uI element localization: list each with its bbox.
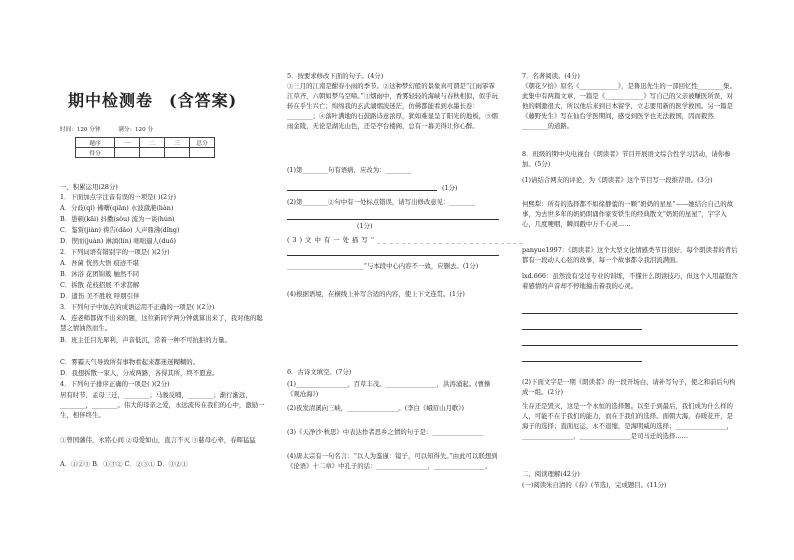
comment-1: 何熙犁：所有的选择都不如徐静蕾的一颗“奶奶的星星”——她结合自己的故事，为去世多年的奶奶朗诵作家安铁生的经典散文“奶奶的星星”，宇字入心，几度哽咽，瞬间戳中万千心灵…… (522, 200, 734, 228)
full-score: 满分：120 分 (118, 127, 154, 133)
exam-title-text: 期中检测卷 (68, 91, 154, 110)
option-line: C．雾霾天气导致所有事物看起来都迷迷糊糊的。 (60, 358, 200, 366)
poem-blank-3: (3)《天净沙·秋思》中表达作者思乡之情的句子是：________________ (287, 428, 484, 436)
question-5-part-3-cont: ________________________”与本段中心内容不一致，应删去。(1分) (287, 262, 479, 270)
score-table-row (76, 148, 215, 158)
option-line: D．我想拆散一家人，分成两路，各得其所，终不愿意。 (60, 369, 219, 377)
score-cell (115, 148, 140, 158)
poem-blank-1: (1)________________，百草丰茂。________________，洪涛涌起。(曹操《观沧海》) (287, 380, 491, 398)
answer-line[interactable] (522, 320, 642, 330)
poem-blank-4: (4)唐太宗有一句名言：“以人为鉴谨：镜子，可以知得失。”由此可以联想到《论语》十二章》中孔子的话：________________，________________。 (287, 452, 498, 470)
option-line: A．连老师都做不出来的题，这位新同学两分钟就算出来了，我对他的聪慧之情油然而生。 (60, 314, 263, 332)
answer-line[interactable] (287, 181, 437, 191)
option-line: A．分歧(qí) 佛曙(qiān) 水波潋滟(liàn) (60, 204, 174, 212)
answer-line[interactable] (287, 210, 499, 220)
answer-line[interactable] (522, 352, 642, 362)
question-4-choices: ①曾国藩伟，永铭心间 ②母爱如山，直言不灭 ③慈母心牵，春晖猛猛 (60, 436, 256, 444)
question-5-part-1: (1)第________句有语病，应改为：________ (287, 166, 412, 174)
answer-line[interactable] (522, 336, 738, 346)
question-4-passage: 居有时节，孟母三迁，________；马骏反哺，________；渐行渐远，________，________。伟大的母亲之爱，永远流传在我们的心中，激励一生，相伴终生。 (60, 391, 265, 419)
reading-question: (一)阅读朱自清的《春》(节选)，完成题目。(11分) (522, 481, 667, 489)
question-6: 6．古诗文填空。(7分) (287, 368, 352, 376)
comment-2: panyue1997：《朗读者》这个大型文化情感类节目很好，每个朗读者的背后都有一段动人心弦的故事，每一个故事都令我泪流满面。 (522, 246, 738, 264)
question-4: 4．下列句子排序正确的一项是( )(2分) (60, 380, 170, 388)
option-line: D．锲而(juàn) 淋漓(lín) 咄咄逼人(duō) (60, 237, 176, 245)
option-line: B．班主任目光犀利，声音低沉，常着一种不可抗拒的力量。 (60, 336, 231, 344)
option-line: D．遗伤 美不胜收 呼朋引伴 (60, 292, 140, 300)
score-table (75, 137, 215, 158)
question-8: 8．班级的期中央电视台《朗读者》节目开展语文综合性学习活动，请你参加。(5分) (522, 150, 731, 168)
option-line: B．沐浴 花团锦簇 触然不同 (60, 270, 140, 278)
score-cell (165, 148, 190, 158)
question-7-passage: 《朝花夕拾》原名《____________》，是鲁迅先生的一部回忆性________集。此集中有两篇文章，一篇是《____________》写自己的父亲被赚医所误，对他的刺激很大，所以他后来到日本留学，立志要用新的医学救国。另一篇是《藤野先生》写在仙台学医期间，感受到医学也无法救国，因而毅然________的道路。 (522, 82, 737, 130)
question-3: 3．下列句子中加点的成语运用不正确的一项是( )(2分) (60, 303, 215, 311)
points-note: (1分) (357, 222, 373, 230)
score-header-cell: 一 (115, 138, 140, 148)
score-row-label: 得分 (76, 148, 115, 158)
score-header-cell: 二 (140, 138, 165, 148)
time-limit: 时间：120 分钟 (60, 127, 101, 133)
question-5-part-2: (2)第________②句中有一处标点错误，请写出修改意见：________ (287, 198, 475, 206)
question-5-passage: ①三月的江南是酣春小雨的季节。②这种梦幻般的景象真可谓是“江雨霏霏江草齐，六朝如梦鸟空啼。”③烟雨中，香雾轻轻的海峡与春秋相似，似乎玩转在乎生兴亡；绵绵我的玄武湖烟波迷茫，仿佛都能看到水墨长卷：________；④落叶满地的石鼓路诗意浓厚，犹如难显呈了阳光的地板，⑤烟雨金陵，无论是湖光山色，还是亭台楼阁，总有一幕美得让你心醉。 (287, 82, 498, 130)
opening-remarks: 生存还是毁灭，这是一个永恒的选择题。以至于到最后，我们成为什么样的人，可能不在于我们的能力，而在于我们的选择。面朝大海，春暖花开，是海子的选择；直面厄运，永不退缩，是海明威的选择；________________，________________，________________是司马迁的选择…… (522, 402, 733, 440)
points-note: (1分) (442, 184, 458, 192)
exam-meta (60, 125, 169, 133)
poem-blank-2: (2)夜发清溪向三峡，________________。(李白《峨眉山月歌》) (287, 404, 464, 412)
answer-line[interactable] (287, 246, 499, 256)
question-8-part-2: (2)下面文字是一期《朗读者》的一段开场白，请补写句子，使之和前后句构成一组。(2分) (522, 378, 736, 396)
question-5-part-4: (4)根据语境，在横线上补写合适的内容，使上下文连贯。(1分) (287, 290, 465, 298)
question-5-part-3: (3)文中有一处描写“________________________ (287, 236, 526, 244)
score-header-cell: 题序 (76, 138, 115, 148)
score-cell (140, 148, 165, 158)
comment-3: lxd.666：虽然没有受过专业的训练，不懂什么朗读技巧，但这个人用最饱含着感情的声音却不停地撞击着我的心灵。 (522, 272, 738, 290)
answer-line[interactable] (522, 304, 738, 314)
score-header-cell: 三 (165, 138, 190, 148)
score-header-cell: 总分 (190, 138, 215, 148)
section-heading: 二、阅读理解(42分) (522, 470, 580, 478)
exam-title-note: (含答案) (169, 91, 238, 110)
option-line: C．拆散 花枝招展 不求甚解 (60, 281, 140, 289)
option-line: A．①②③ B．①③② C．②③① D．③②① (60, 460, 188, 468)
option-line: C．鉴赏(jiàn) 祷告(dǎo) 人声鼎沸(dǐng) (60, 226, 180, 234)
question-7: 7．名著阅读。(4分) (522, 72, 580, 80)
score-cell (190, 148, 215, 158)
option-line: A．吾菌 恍然大悟 痕迹不堪 (60, 259, 139, 267)
question-8-part-1: (1)请结合网友的评论，为《朗读者》这个节目写一段推荐语。(3分) (522, 176, 713, 184)
exam-title (68, 88, 237, 111)
option-line: B．愚顿(kāi) 抖擞(sǒu) 流为一谈(hún) (60, 215, 175, 223)
question-2: 2．下列词语有错别字的一项是( )(2分) (60, 248, 170, 256)
section-heading: 一、积累运用(28分) (60, 183, 118, 191)
question-1: 1．下面加点字注音有误的一项是( )(2分) (60, 193, 176, 201)
score-table-header (76, 138, 215, 148)
question-5: 5．按要求修改下面的句子。(4分) (287, 72, 384, 80)
